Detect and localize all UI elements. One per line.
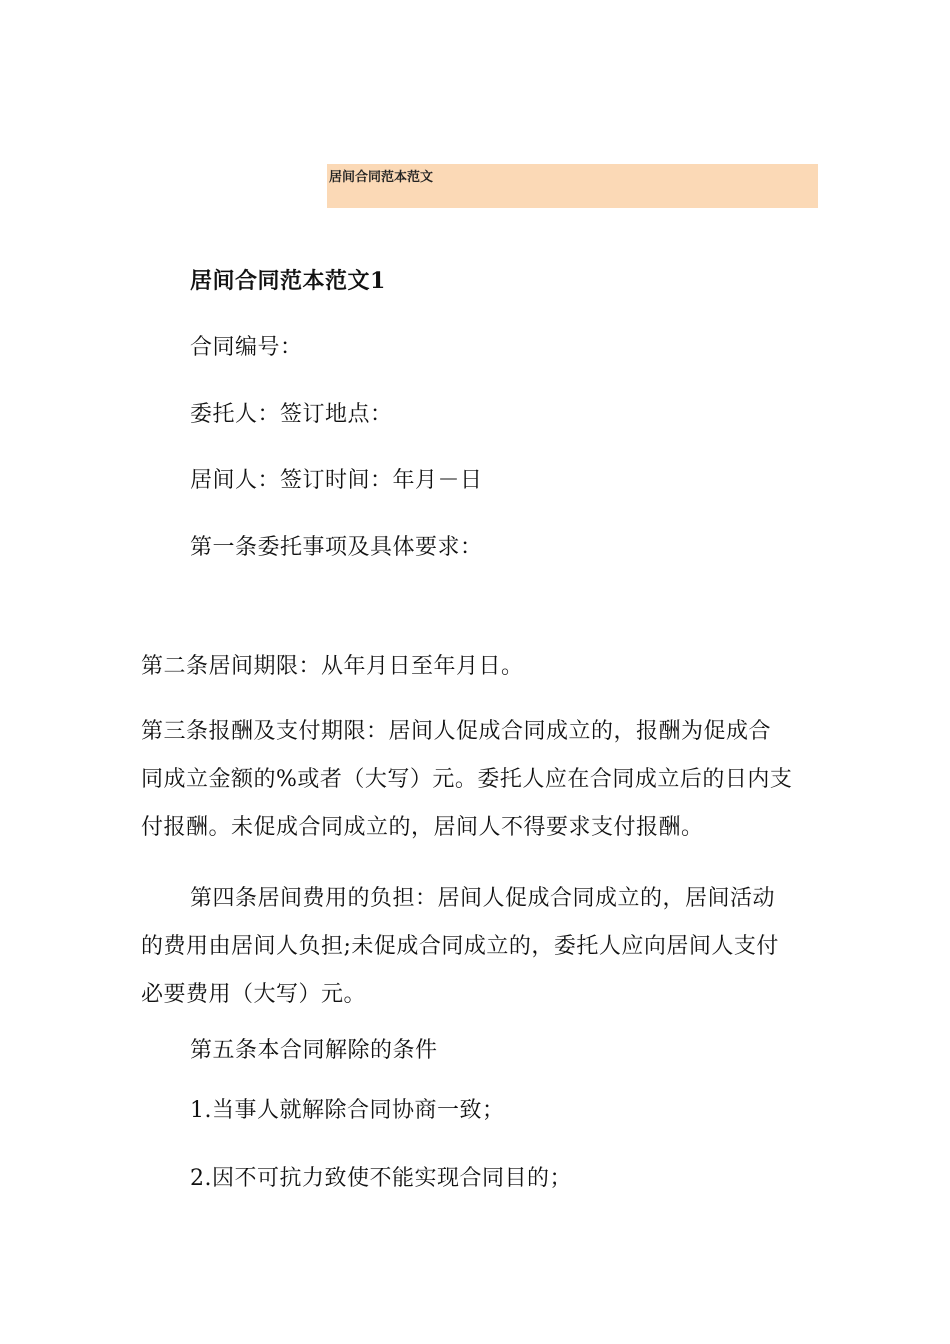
article-3-line: 第三条报酬及支付期限：居间人促成合同成立的，报酬为促成合 <box>141 719 772 744</box>
article-4-line: 的费用由居间人负担;未促成合同成立的，委托人应向居间人支付 <box>141 934 779 959</box>
article-4-line: 必要费用（大写）元。 <box>141 982 367 1007</box>
article-4 <box>141 875 821 1019</box>
header-label: 居间合同范本范文 <box>329 170 434 185</box>
article-3 <box>141 708 821 852</box>
article-2: 第二条居间期限：从年月日至年月日。 <box>141 654 524 679</box>
list-item-2: 2.因不可抗力致使不能实现合同目的； <box>190 1166 572 1191</box>
article-3-line: 付报酬。未促成合同成立的，居间人不得要求支付报酬。 <box>141 815 704 840</box>
article-1: 第一条委托事项及具体要求： <box>190 535 483 560</box>
client-line: 委托人：签订地点： <box>190 402 393 427</box>
list-item-1: 1.当事人就解除合同协商一致； <box>190 1098 505 1123</box>
article-5: 第五条本合同解除的条件 <box>190 1038 438 1063</box>
header-band <box>327 164 818 208</box>
document-title: 居间合同范本范文1 <box>190 268 386 294</box>
article-3-line: 同成立金额的%或者（大写）元。委托人应在合同成立后的日内支 <box>141 767 793 792</box>
broker-line: 居间人：签订时间：年月－日 <box>190 468 483 493</box>
article-4-line: 第四条居间费用的负担：居间人促成合同成立的，居间活动 <box>190 886 776 911</box>
contract-number-line: 合同编号： <box>190 335 303 360</box>
